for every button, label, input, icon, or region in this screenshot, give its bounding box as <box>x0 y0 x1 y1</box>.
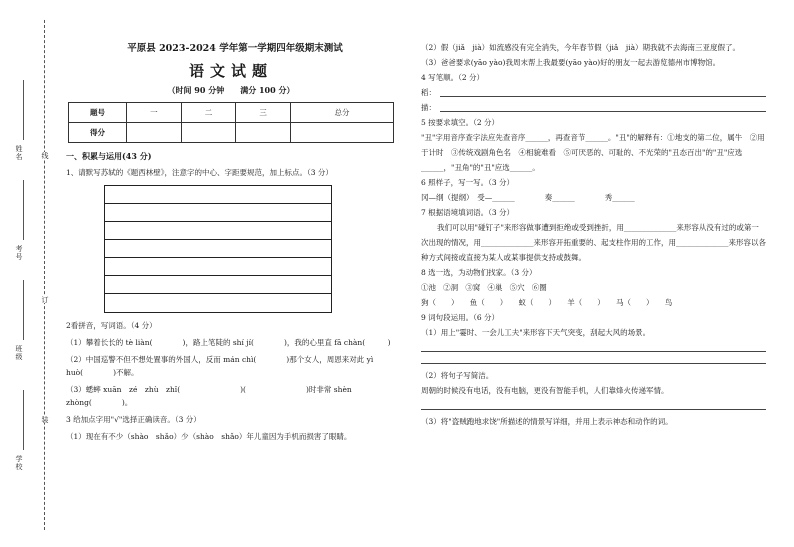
name-field[interactable] <box>23 80 24 140</box>
score-table-header-row <box>69 103 394 123</box>
question-8-title: 8 选一选，为动物们找家。（3 分） <box>421 268 537 277</box>
question-2-title: 2看拼音，写词语。（4 分） <box>66 321 157 330</box>
section-1-heading: 一、积累与运用(43 分) <box>66 151 152 161</box>
writing-line[interactable] <box>105 276 331 294</box>
option-item: ③窝 <box>465 283 481 292</box>
question-9b-title: （2）将句子写简洁。 <box>421 371 494 380</box>
score-input-cell[interactable] <box>236 123 291 143</box>
school-field[interactable] <box>23 390 24 450</box>
score-cell: 二 <box>181 103 236 123</box>
question-3c: （3）爸爸要求(yāo yào)我周末帮上我最要(yāo yào)好的朋友一起去游览德州市博物馆。 <box>421 58 721 67</box>
question-9c: （3）将"盗贼跑地求饶"所描述的情景写详细，并用上表示神态和动作的词。 <box>421 417 673 426</box>
question-8-options <box>421 280 766 295</box>
binding-margin <box>0 0 62 547</box>
score-input-cell[interactable] <box>127 123 182 143</box>
question-9a: （1）用上"霎时、一会儿工夫"来形容下天气突变，刮起大风的场景。 <box>421 328 651 337</box>
score-cell: 总分 <box>291 103 394 123</box>
writing-line[interactable] <box>105 258 331 276</box>
binding-dashed-line <box>44 20 45 530</box>
score-cell: 一 <box>127 103 182 123</box>
class-field[interactable] <box>23 280 24 340</box>
poem-writing-grid[interactable] <box>104 185 332 313</box>
binding-mark-order: 订 <box>41 296 49 303</box>
answer-line[interactable] <box>440 100 766 112</box>
question-9-title: 9 词句段运用。（6 分） <box>421 313 500 322</box>
question-1: 1、请默写苏轼的《题西林壁》，注意字的中心、字距要规范，加上标点。（3 分） <box>66 168 333 177</box>
writing-line[interactable] <box>105 240 331 258</box>
left-column <box>66 40 396 443</box>
number-label: 考号 <box>15 245 23 261</box>
writing-line[interactable] <box>105 294 331 312</box>
question-7-text: 我们可以用"碰钉子"来形容做事遭到拒绝或受到挫折，用______________来形容从没有过的或第一次出现的情况，用______________来形容开拓重要的、起支柱作用的工作，用______________来形容以各种方式间接或直接为某人或某事提供支持或鼓舞。 <box>421 223 766 262</box>
question-5-text: "丑"字用音序查字法应先查音序______，再查音节______。"丑"的解释有：①地支的第二位，属牛 ②用于计时 ③传统戏剧角色名 ④相貌难看 ⑤可厌恶的、可耻的、不光荣的"丑态百出"的"丑"应选______，"丑角"的"丑"应选______。 <box>421 133 765 172</box>
question-2b: （2）中国巡警不但不想处置事的外国人，反而 mán chì( )那个女人，周恩来对此 yì huò( )不解。 <box>66 355 374 377</box>
school-label: 学校 <box>15 455 23 471</box>
stroke-order-row <box>421 100 766 115</box>
answer-line[interactable] <box>421 352 766 364</box>
stroke-char-label: 描： <box>421 103 436 112</box>
answer-line[interactable] <box>440 85 766 97</box>
option-item: ⑥圈 <box>531 283 547 292</box>
question-3b: （2）假（jiǎ jià）如流感没有完全消失，今年春节假（jiǎ jià）期我就不去海南三亚度假了。 <box>421 43 741 52</box>
name-label: 姓名 <box>15 145 23 161</box>
subject-title: 语文试题 <box>188 62 273 80</box>
question-2a: （1）攀着长长的 tè liàn( )，路上笔陡的 shí jí( )，我的心里直 fā chàn( ) <box>66 338 391 347</box>
number-field[interactable] <box>23 180 24 240</box>
question-5-title: 5 按要求填空。（2 分） <box>421 118 500 127</box>
score-cell: 得分 <box>69 123 127 143</box>
question-3a: （1）现在有不少（shào shǎo）少（shào shǎo）年儿童因为手机而损害了眼睛。 <box>66 432 352 441</box>
question-3-title: 3 给加点字用"√"选择正确读音。（3 分） <box>66 415 201 424</box>
score-input-cell[interactable] <box>181 123 236 143</box>
stroke-order-row <box>421 85 766 100</box>
question-7-title: 7 根据语境填词语。（3 分） <box>421 208 515 217</box>
score-table <box>68 102 394 143</box>
time-and-score: （时间 90 分钟 满分 100 分） <box>167 85 295 95</box>
exam-title: 平原县 2023-2024 学年第一学期四年级期末测试 <box>127 43 343 54</box>
writing-line[interactable] <box>105 204 331 222</box>
answer-line[interactable] <box>421 340 766 352</box>
score-cell: 三 <box>236 103 291 123</box>
question-6-title: 6 照样子，写一写。（3 分） <box>421 178 515 187</box>
binding-mark-line: 线 <box>41 152 49 159</box>
option-item: ④巢 <box>487 283 503 292</box>
question-2c: （3）蟋蟀 xuān zé zhù zhǐ( )( )时非常 shèn zhòng( )。 <box>66 385 352 407</box>
score-cell: 题号 <box>69 103 127 123</box>
class-label: 班级 <box>15 345 23 361</box>
writing-line[interactable] <box>105 222 331 240</box>
question-4-title: 4 写笔顺。（2 分） <box>421 73 485 82</box>
stroke-char-label: 稻： <box>421 88 436 97</box>
question-9b-text: 周朝的时候没有电话，没有电脑，更没有智能手机，人们靠烽火传递军情。 <box>421 386 669 395</box>
question-8-animals: 狗（ ） 鱼（ ） 蚁（ ） 羊（ ） 马（ ） 鸟 <box>421 298 673 307</box>
option-item: ①池 <box>421 283 436 292</box>
option-item: ⑤穴 <box>509 283 525 292</box>
right-column <box>421 40 766 429</box>
score-input-cell[interactable] <box>291 123 394 143</box>
option-item: ②洞 <box>443 283 459 292</box>
binding-mark-install: 装 <box>41 416 49 423</box>
question-6-text: 冈—纲（提纲） 受—______ 奏______ 秀______ <box>421 193 635 202</box>
score-table-score-row <box>69 123 394 143</box>
answer-line[interactable] <box>421 398 766 410</box>
writing-line[interactable] <box>105 186 331 204</box>
